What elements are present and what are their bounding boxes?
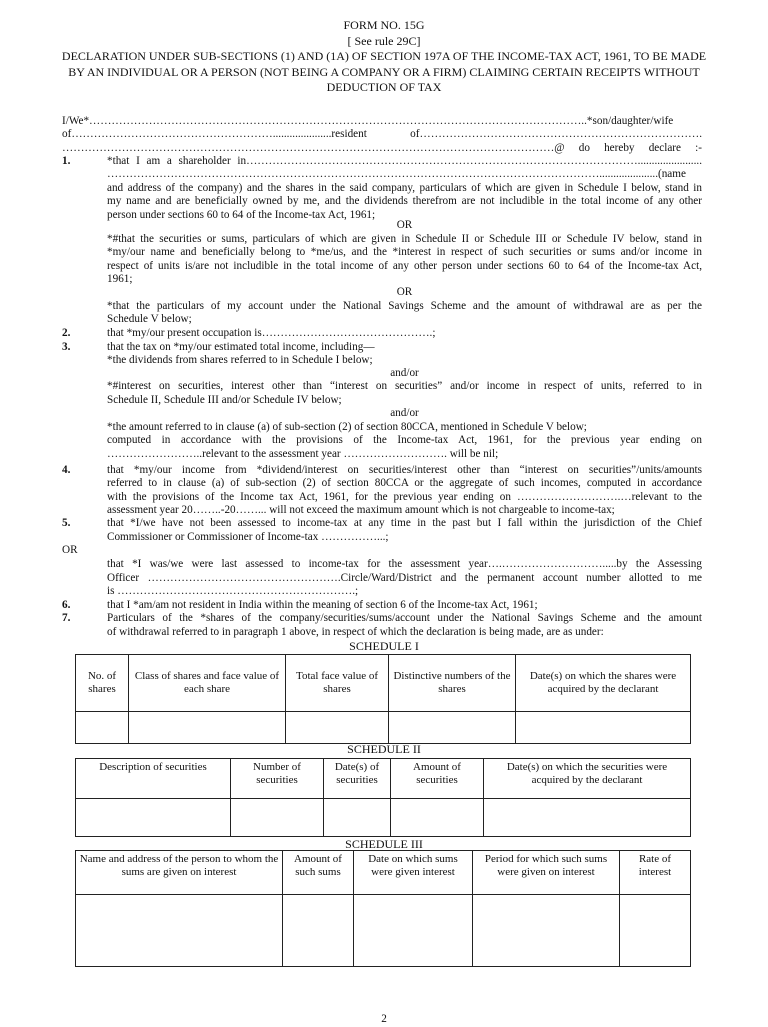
schedule-2-cell[interactable]	[231, 799, 324, 837]
or-separator: OR	[396, 219, 413, 231]
form-title: DECLARATION UNDER SUB-SECTIONS (1) AND (1A) OF SECTION 197A OF THE INCOME-TAX ACT, 1961, TO BE MADE BY AN INDIVIDUAL OR A PERSON (NOT BEING A COMPANY OR A FIRM) CLAIMING CERTAIN RECEIPTS WITHOUT DEDUCTION OF TAX	[61, 49, 707, 94]
schedule-1-header: Distinctive numbers of the shares	[389, 655, 516, 712]
para5-line: Officer …………………………………………….Circle/Ward/District and the permanent account number allotted to me	[107, 572, 702, 584]
para3-line: that the tax on *my/our estimated total income, including—	[107, 341, 375, 353]
item-number-1: 1.	[62, 155, 71, 167]
schedule-3-title: SCHEDULE III	[345, 837, 423, 851]
rule-reference: [ See rule 29C]	[347, 33, 421, 48]
para1-line: person under sections 60 to 64 of the Income-tax Act, 1961;	[107, 209, 376, 221]
schedule-3-cell[interactable]	[620, 895, 691, 967]
schedule-1-header: Total face value of shares	[286, 655, 389, 712]
schedule-2-cell[interactable]	[76, 799, 231, 837]
or-separator: OR	[62, 544, 78, 556]
schedule-3-header: Date on which sums were given interest	[354, 851, 473, 895]
para1-line: my name and are beneficially owned by me, and the dividends therefrom are not includible in the total income of any other	[107, 195, 702, 207]
schedule-3-cell[interactable]	[354, 895, 473, 967]
schedule-1-cell[interactable]	[76, 712, 129, 744]
form-header	[40, 18, 728, 96]
item-number-6: 6.	[62, 599, 71, 611]
or-separator: OR	[396, 286, 413, 298]
para1-line: …………………………………………………………………………………………………………………….....................(name	[107, 168, 686, 180]
schedule-2-cell[interactable]	[391, 799, 484, 837]
para3-line: *#interest on securities, interest other than “interest on securities” and/or income in respect of units, referred to in	[107, 380, 702, 392]
para1-line: *that the particulars of my account under the National Savings Scheme and the amount of withdrawal are as per the	[107, 300, 702, 312]
schedule-1-header: No. of shares	[76, 655, 129, 712]
para5-line: that *I/we have not been assessed to income-tax at any time in the past but I fall within the jurisdiction of the Chief	[107, 517, 702, 529]
para5-line: that *I was/we were last assessed to income-tax for the assessment year….……………………….....by the Assessing	[107, 558, 702, 570]
schedule-1-cell[interactable]	[389, 712, 516, 744]
schedule-3-cell[interactable]	[76, 895, 283, 967]
para6-line: that I *am/am not resident in India within the meaning of section 6 of the Income-tax Act, 1961;	[107, 599, 538, 611]
form-number: FORM NO. 15G	[343, 18, 425, 32]
schedule-3-cell[interactable]	[283, 895, 354, 967]
para3-line: *the dividends from shares referred to in Schedule I below;	[107, 354, 373, 366]
para3-line: computed in accordance with the provisions of the Income-tax Act, 1961, for the previous year ending on	[107, 434, 702, 446]
schedule-1-header: Date(s) on which the shares were acquired by the declarant	[516, 655, 691, 712]
para5-line: Commissioner or Commissioner of Income-tax ……………...;	[107, 531, 389, 543]
schedule-1-cell[interactable]	[129, 712, 286, 744]
para4-line: referred to in clause (a) of sub-section (2) of section 80CCA or the aggregate of such incomes, computed in accordance	[107, 477, 702, 489]
schedule-3-header: Name and address of the person to whom the sums are given on interest	[76, 851, 283, 895]
item-number-4: 4.	[62, 464, 71, 476]
para7-line: Particulars of the *shares of the company/securities/sums/account under the National Savings Scheme and the amount	[107, 612, 702, 624]
para4-line: assessment year 20……..-20……... will not exceed the maximum amount which is not chargeable to income-tax;	[107, 504, 615, 516]
para1-line: 1961;	[107, 273, 133, 285]
para5-line: is ……………………………………………………….;	[107, 585, 359, 597]
para1-line: and address of the company) and the shares in the said company, particulars of which are given in Schedule I below, stand in	[107, 182, 702, 194]
schedule-1-table	[75, 654, 691, 744]
schedule-2-header: Amount of securities	[391, 759, 484, 799]
para2-line: that *my/our present occupation is……………………………………….;	[107, 327, 436, 339]
item-number-3: 3.	[62, 341, 71, 353]
para1-line: respect of units is/are not includible in the total income of any other person under sections 60 to 64 of the Income-tax Act,	[107, 260, 702, 272]
declarant-father-line: of……………………………………………….....................resident of………………………………………………………………….	[62, 128, 702, 140]
para1-line: *my/our name and beneficially belong to *me/us, and the *interest in respect of such securities or sums and/or income in	[107, 246, 702, 258]
schedule-2-table	[75, 758, 691, 837]
schedule-2-cell[interactable]	[484, 799, 691, 837]
declare-line: ……………………………………………………………………………………………………………………@ do hereby declare :-	[62, 142, 702, 154]
schedule-2-header: Date(s) of securities	[324, 759, 391, 799]
para4-line: that *my/our income from *dividend/interest on securities/interest other than “interest on securities”/units/amounts	[107, 464, 702, 476]
schedule-1-header: Class of shares and face value of each share	[129, 655, 286, 712]
and-or-separator: and/or	[390, 367, 419, 379]
para3-line: ……………………..relevant to the assessment year ………………………. will be nil;	[107, 448, 499, 460]
schedule-3-header: Rate of interest	[620, 851, 691, 895]
schedule-3-header: Amount of such sums	[283, 851, 354, 895]
para1-line: *that I am a shareholder in…………………………………………………………………………………………….......................	[107, 155, 702, 167]
schedule-1-cell[interactable]	[516, 712, 691, 744]
para1-line: Schedule V below;	[107, 313, 192, 325]
schedule-2-title: SCHEDULE II	[347, 742, 421, 756]
schedule-1-title: SCHEDULE I	[349, 639, 419, 653]
schedule-1-cell[interactable]	[286, 712, 389, 744]
page-number: 2	[381, 1013, 387, 1025]
schedule-3-header: Period for which such sums were given on interest	[473, 851, 620, 895]
schedule-2-header: Date(s) on which the securities were acquired by the declarant	[484, 759, 691, 799]
declarant-name-line: I/We*……………………………………………………………………………………………………………………..*son/daughter/wife	[62, 115, 674, 127]
schedule-2-header: Number of securities	[231, 759, 324, 799]
schedule-3-table	[75, 850, 691, 967]
para4-line: with the provisions of the Income tax Act, 1961, for the previous year ending on ……………………….…relevant to the	[107, 491, 702, 503]
and-or-separator: and/or	[390, 407, 419, 419]
item-number-2: 2.	[62, 327, 71, 339]
schedule-3-cell[interactable]	[473, 895, 620, 967]
para1-line: *#that the securities or sums, particulars of which are given in Schedule II or Schedule III or Schedule IV below, stand in	[107, 233, 702, 245]
para3-line: *the amount referred to in clause (a) of sub-section (2) of section 80CCA, mentioned in Schedule V below;	[107, 421, 587, 433]
item-number-7: 7.	[62, 612, 71, 624]
para3-line: Schedule II, Schedule III and/or Schedule IV below;	[107, 394, 342, 406]
item-number-5: 5.	[62, 517, 71, 529]
schedule-2-header: Description of securities	[76, 759, 231, 799]
schedule-2-cell[interactable]	[324, 799, 391, 837]
para7-line: of withdrawal referred to in paragraph 1 above, in respect of which the declaration is being made, are as under:	[107, 626, 604, 638]
